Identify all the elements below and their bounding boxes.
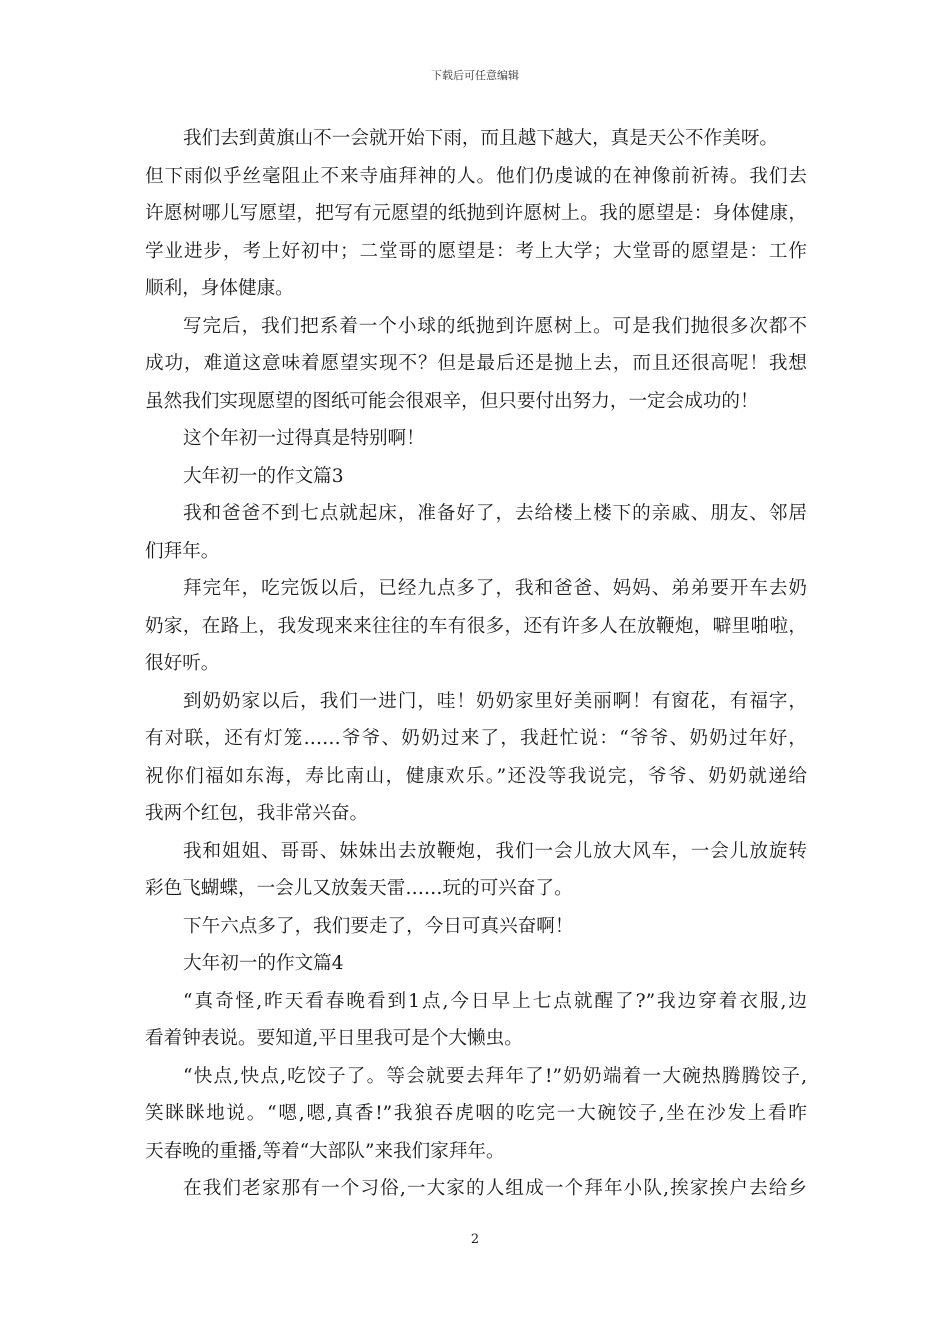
- text-line: 我和姐姐、哥哥、妹妹出去放鞭炮，我们一会儿放大风车，一会儿放旋转: [183, 840, 807, 862]
- text-line: 我两个红包，我非常兴奋。: [145, 803, 369, 824]
- text-line: 下午六点多了，我们要走了，今日可真兴奋啊！: [183, 915, 574, 937]
- text-line: 写完后，我们把系着一个小球的纸抛到许愿树上。可是我们抛很多次都不: [183, 315, 807, 337]
- text-line: 顺利，身体健康。: [145, 278, 294, 299]
- text-line: 有对联，还有灯笼……爷爷、奶奶过来了，我赶忙说：“爷爷、奶奶过年好，: [145, 728, 807, 749]
- page-number: 2: [470, 1232, 480, 1247]
- text-line: 很好听。: [145, 653, 220, 674]
- text-line: 祝你们福如东海，寿比南山，健康欢乐。”还没等我说完，爷爷、奶奶就递给: [145, 765, 807, 787]
- text-line: 在我们老家那有一个习俗,一大家的人组成一个拜年小队,挨家挨户去给乡: [183, 1178, 807, 1199]
- text-line: 拜完年，吃完饭以后，已经九点多了，我和爸爸、妈妈、弟弟要开车去奶: [183, 578, 807, 599]
- text-line: 奶家，在路上，我发现来来往往的车有很多，还有许多人在放鞭炮，噼里啪啦，: [145, 615, 807, 637]
- text-line: 这个年初一过得真是特别啊！: [183, 428, 425, 449]
- text-line: 看着钟表说。要知道,平日里我可是个大懒虫。: [145, 1028, 523, 1049]
- text-line: 但下雨似乎丝毫阻止不来寺庙拜神的人。他们仍虔诚的在神像前祈祷。我们去: [145, 165, 807, 187]
- text-line: 我和爸爸不到七点就起床，准备好了，去给楼上楼下的亲戚、朋友、邻居: [183, 503, 807, 524]
- text-line: 学业进步，考上好初中；二堂哥的愿望是：考上大学；大堂哥的愿望是：工作: [145, 240, 807, 262]
- text-line: 彩色飞蝴蝶，一会儿又放轰天雷……玩的可兴奋了。: [145, 878, 573, 899]
- text-line: 们拜年。: [145, 540, 220, 562]
- text-line: 成功，难道这意味着愿望实现不？但是最后还是抛上去，而且还很高呢！我想: [145, 353, 807, 374]
- text-line: 天春晚的重播,等着“大部队”来我们家拜年。: [145, 1140, 505, 1162]
- text-line: 我们去到黄旗山不一会就开始下雨，而且越下越大，真是天公不作美呀。: [183, 128, 779, 149]
- text-line: 笑眯眯地说。“嗯,嗯,真香!”我狼吞虎咽的吃完一大碗饺子,坐在沙发上看昨: [145, 1103, 807, 1124]
- text-line: 大年初一的作文篇4: [183, 953, 344, 974]
- page-header: 下载后可任意编辑: [431, 69, 519, 82]
- text-line: 到奶奶家以后，我们一进门，哇！奶奶家里好美丽啊！有窗花，有福字，: [183, 690, 807, 712]
- text-line: 许愿树哪儿写愿望，把写有元愿望的纸抛到许愿树上。我的愿望是：身体健康，: [145, 203, 807, 224]
- text-line: 大年初一的作文篇3: [183, 465, 344, 487]
- document-body: [145, 120, 807, 1208]
- text-line: “真奇怪,昨天看春晚看到1点,今日早上七点就醒了?”我边穿着衣服,边: [183, 990, 807, 1012]
- text-line: “快点,快点,吃饺子了。等会就要去拜年了!”奶奶端着一大碗热腾腾饺子,: [183, 1065, 807, 1087]
- text-line: 虽然我们实现愿望的图纸可能会很艰辛，但只要付出努力，一定会成功的！: [145, 390, 759, 412]
